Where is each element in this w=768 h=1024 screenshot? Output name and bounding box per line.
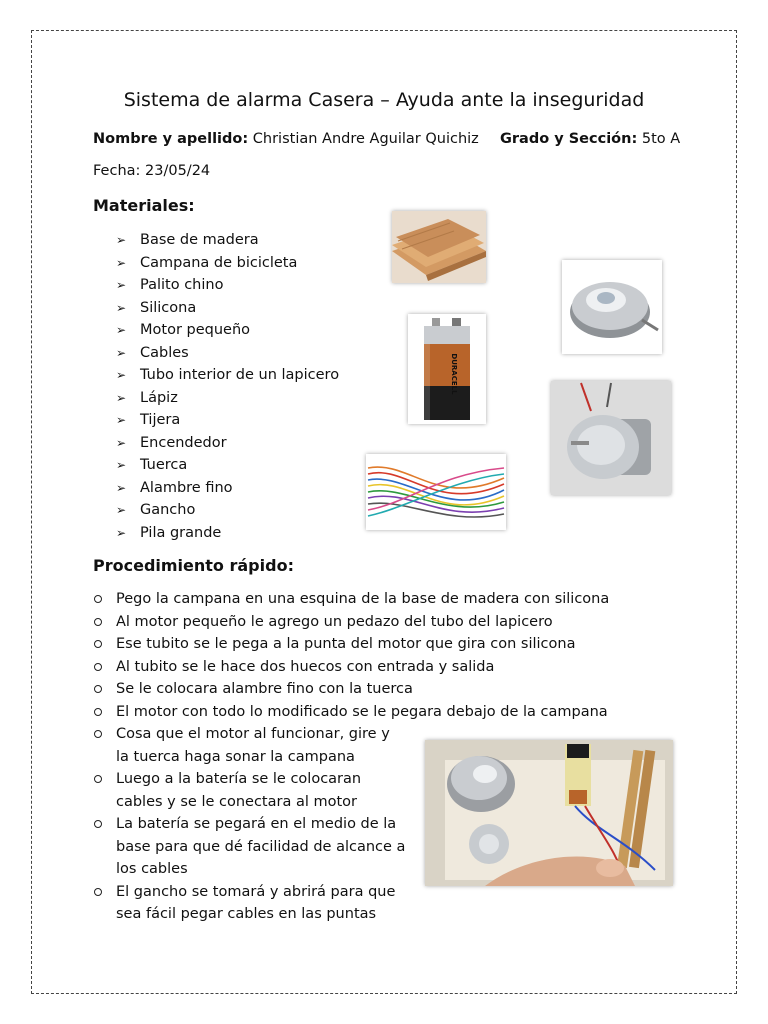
list-item: ➢ Tubo interior de un lapicero [116, 364, 339, 387]
list-item: ➢ Tijera [116, 409, 339, 432]
circle-bullet-icon [94, 730, 102, 738]
list-item: ➢ Silicona [116, 297, 339, 320]
date-line [93, 163, 210, 179]
circle-bullet-icon [94, 640, 102, 648]
list-item: ➢ Pila grande [116, 522, 339, 545]
wood-planks-image [392, 211, 486, 283]
date-label: Fecha: [93, 163, 141, 179]
circle-bullet-icon [94, 708, 102, 716]
materials-heading: Materiales: [93, 196, 195, 215]
arrow-bullet-icon: ➢ [116, 255, 127, 270]
list-item: ➢ Palito chino [116, 274, 339, 297]
list-item: Luego a la batería se le colocaran cables y se le conectara al motor [93, 768, 406, 813]
arrow-bullet-icon: ➢ [116, 435, 127, 450]
arrow-bullet-icon: ➢ [116, 345, 127, 360]
list-item: ➢ Cables [116, 342, 339, 365]
list-item: Pego la campana en una esquina de la base de madera con silicona [93, 588, 609, 611]
circle-bullet-icon [94, 595, 102, 603]
list-item: Se le colocara alambre fino con la tuerca [93, 678, 609, 701]
list-item: Al motor pequeño le agrego un pedazo del tubo del lapicero [93, 611, 609, 634]
motor-image [551, 381, 671, 495]
list-item: ➢ Gancho [116, 499, 339, 522]
list-item: Ese tubito se le pega a la punta del motor que gira con silicona [93, 633, 609, 656]
name-value: Christian Andre Aguilar Quichiz [252, 131, 479, 147]
student-name-line [93, 131, 479, 147]
grade-line [500, 131, 680, 147]
list-item: ➢ Base de madera [116, 229, 339, 252]
arrow-bullet-icon: ➢ [116, 458, 127, 472]
arrow-bullet-icon: ➢ [116, 233, 127, 247]
list-item: El gancho se tomará y abrirá para que sea fácil pegar cables en las puntas [93, 881, 406, 926]
arrow-bullet-icon: ➢ [116, 368, 127, 382]
arrow-bullet-icon: ➢ [116, 525, 127, 540]
list-item: Al tubito se le hace dos huecos con entrada y salida [93, 656, 609, 679]
battery-image [408, 314, 486, 424]
bicycle-bell-image [562, 260, 662, 354]
battery-brand-text: DURACELL [450, 353, 458, 395]
assembled-alarm-image [425, 740, 673, 886]
list-item: ➢ Lápiz [116, 387, 339, 410]
circle-bullet-icon [94, 820, 102, 828]
arrow-bullet-icon: ➢ [116, 390, 127, 405]
document-title: Sistema de alarma Casera – Ayuda ante la inseguridad [123, 89, 645, 111]
list-item: ➢ Encendedor [116, 432, 339, 455]
arrow-bullet-icon: ➢ [116, 480, 127, 495]
list-item: El motor con todo lo modificado se le pegara debajo de la campana [93, 701, 609, 724]
procedure-heading: Procedimiento rápido: [93, 556, 294, 575]
list-item: ➢ Alambre fino [116, 477, 339, 500]
name-label: Nombre y apellido: [93, 131, 249, 147]
materials-list [116, 229, 339, 544]
circle-bullet-icon [94, 685, 102, 693]
arrow-bullet-icon: ➢ [116, 300, 127, 315]
arrow-bullet-icon: ➢ [116, 278, 127, 292]
cables-image [366, 454, 506, 530]
list-item: Cosa que el motor al funcionar, gire y la tuerca haga sonar la campana [93, 723, 406, 768]
grade-value: 5to A [641, 131, 681, 147]
list-item: ➢ Motor pequeño [116, 319, 339, 342]
circle-bullet-icon [94, 663, 102, 671]
date-value: 23/05/24 [145, 163, 211, 179]
arrow-bullet-icon: ➢ [116, 323, 127, 337]
arrow-bullet-icon: ➢ [116, 413, 127, 427]
circle-bullet-icon [94, 888, 102, 896]
list-item: ➢ Campana de bicicleta [116, 252, 339, 275]
circle-bullet-icon [94, 775, 102, 783]
grade-label: Grado y Sección: [500, 131, 638, 147]
arrow-bullet-icon: ➢ [116, 503, 127, 517]
list-item: ➢ Tuerca [116, 454, 339, 477]
list-item: La batería se pegará en el medio de la base para que dé facilidad de alcance a los cables [93, 813, 406, 881]
circle-bullet-icon [94, 618, 102, 626]
